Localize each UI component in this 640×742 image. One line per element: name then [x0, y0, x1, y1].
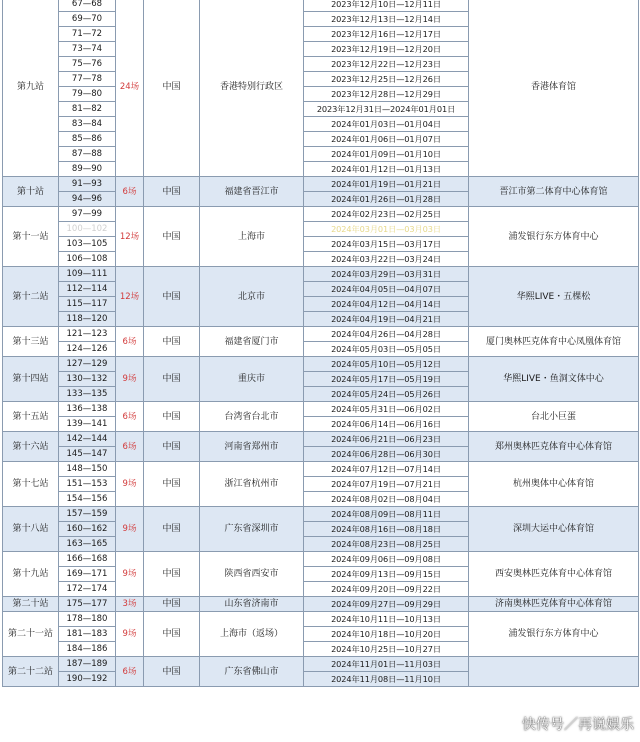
city-cell: 广东省佛山市: [200, 657, 304, 687]
show-number-cell: 190—192: [59, 672, 116, 687]
show-number-cell: 142—144: [59, 432, 116, 447]
station-name-cell: 第十五站: [3, 402, 59, 432]
table-row: [3, 552, 639, 567]
show-number-cell: 83—84: [59, 117, 116, 132]
show-number-cell: 77—78: [59, 72, 116, 87]
date-range-cell: 2023年12月22日—12月23日: [304, 57, 469, 72]
date-range-cell: 2024年01月03日—01月04日: [304, 117, 469, 132]
date-range-cell: 2023年12月25日—12月26日: [304, 72, 469, 87]
table-row: [3, 612, 639, 627]
show-number-cell: 175—177: [59, 597, 116, 612]
show-count-cell: 12场: [116, 267, 144, 327]
station-name-cell: 第十八站: [3, 507, 59, 552]
country-cell: 中国: [144, 432, 200, 462]
show-number-cell: 91—93: [59, 177, 116, 192]
table-row: [3, 177, 639, 192]
date-range-cell: 2024年04月12日—04月14日: [304, 297, 469, 312]
venue-cell: 浦发银行东方体育中心: [469, 612, 639, 657]
city-cell: 河南省郑州市: [200, 432, 304, 462]
show-number-cell: 169—171: [59, 567, 116, 582]
venue-cell: 济南奥林匹克体育中心体育馆: [469, 597, 639, 612]
show-number-cell: 103—105: [59, 237, 116, 252]
show-number-cell: 166—168: [59, 552, 116, 567]
table-row: [3, 402, 639, 417]
venue-cell: 华熙LIVE・五棵松: [469, 267, 639, 327]
date-range-cell: 2024年08月23日—08月25日: [304, 537, 469, 552]
country-cell: 中国: [144, 402, 200, 432]
date-range-cell: 2024年01月09日—01月10日: [304, 147, 469, 162]
show-number-cell: 71—72: [59, 27, 116, 42]
station-name-cell: 第九站: [3, 0, 59, 177]
venue-cell: [469, 657, 639, 687]
show-number-cell: 75—76: [59, 57, 116, 72]
country-cell: 中国: [144, 177, 200, 207]
station-name-cell: 第十站: [3, 177, 59, 207]
show-number-cell: 187—189: [59, 657, 116, 672]
show-count-cell: 9场: [116, 357, 144, 402]
station-name-cell: 第二十站: [3, 597, 59, 612]
date-range-cell: 2024年06月14日—06月16日: [304, 417, 469, 432]
country-cell: 中国: [144, 327, 200, 357]
date-range-cell: 2024年03月15日—03月17日: [304, 237, 469, 252]
date-range-cell: 2024年01月26日—01月28日: [304, 192, 469, 207]
date-range-cell: 2023年12月13日—12月14日: [304, 12, 469, 27]
date-range-cell: 2024年05月03日—05月05日: [304, 342, 469, 357]
show-number-cell: 100—102: [59, 222, 116, 237]
date-range-cell: 2024年09月13日—09月15日: [304, 567, 469, 582]
table-row: [3, 267, 639, 282]
date-range-cell: 2024年05月17日—05月19日: [304, 372, 469, 387]
show-number-cell: 89—90: [59, 162, 116, 177]
show-number-cell: 112—114: [59, 282, 116, 297]
show-number-cell: 85—86: [59, 132, 116, 147]
date-range-cell: 2024年08月09日—08月11日: [304, 507, 469, 522]
venue-cell: 厦门奥林匹克体育中心凤凰体育馆: [469, 327, 639, 357]
show-count-cell: 24场: [116, 0, 144, 177]
date-range-cell: 2024年03月01日—03月03日: [304, 222, 469, 237]
show-number-cell: 151—153: [59, 477, 116, 492]
country-cell: 中国: [144, 657, 200, 687]
date-range-cell: 2024年08月02日—08月04日: [304, 492, 469, 507]
country-cell: 中国: [144, 0, 200, 177]
date-range-cell: 2024年03月22日—03月24日: [304, 252, 469, 267]
date-range-cell: 2023年12月28日—12月29日: [304, 87, 469, 102]
station-name-cell: 第十二站: [3, 267, 59, 327]
station-name-cell: 第十七站: [3, 462, 59, 507]
show-count-cell: 6场: [116, 402, 144, 432]
city-cell: 上海市（返场）: [200, 612, 304, 657]
show-number-cell: 97—99: [59, 207, 116, 222]
venue-cell: 华熙LIVE・鱼洞文体中心: [469, 357, 639, 402]
city-cell: 台湾省台北市: [200, 402, 304, 432]
city-cell: 北京市: [200, 267, 304, 327]
city-cell: 浙江省杭州市: [200, 462, 304, 507]
date-range-cell: 2024年10月18日—10月20日: [304, 627, 469, 642]
show-number-cell: 145—147: [59, 447, 116, 462]
country-cell: 中国: [144, 267, 200, 327]
date-range-cell: 2023年12月10日—12月11日: [304, 0, 469, 12]
country-cell: 中国: [144, 462, 200, 507]
station-name-cell: 第十一站: [3, 207, 59, 267]
show-count-cell: 12场: [116, 207, 144, 267]
station-name-cell: 第二十二站: [3, 657, 59, 687]
table-row: [3, 597, 639, 612]
date-range-cell: 2023年12月16日—12月17日: [304, 27, 469, 42]
date-range-cell: 2024年06月28日—06月30日: [304, 447, 469, 462]
date-range-cell: 2024年02月23日—02月25日: [304, 207, 469, 222]
show-number-cell: 79—80: [59, 87, 116, 102]
show-count-cell: 6场: [116, 432, 144, 462]
date-range-cell: 2024年01月19日—01月21日: [304, 177, 469, 192]
venue-cell: 西安奥林匹克体育中心体育馆: [469, 552, 639, 597]
date-range-cell: 2024年10月11日—10月13日: [304, 612, 469, 627]
station-name-cell: 第十九站: [3, 552, 59, 597]
date-range-cell: 2023年12月19日—12月20日: [304, 42, 469, 57]
show-count-cell: 6场: [116, 327, 144, 357]
station-name-cell: 第十三站: [3, 327, 59, 357]
city-cell: 山东省济南市: [200, 597, 304, 612]
show-number-cell: 163—165: [59, 537, 116, 552]
show-number-cell: 172—174: [59, 582, 116, 597]
show-number-cell: 133—135: [59, 387, 116, 402]
city-cell: 福建省晋江市: [200, 177, 304, 207]
venue-cell: 晋江市第二体育中心体育馆: [469, 177, 639, 207]
date-range-cell: 2024年05月31日—06月02日: [304, 402, 469, 417]
date-range-cell: 2024年09月06日—09月08日: [304, 552, 469, 567]
table-row: [3, 507, 639, 522]
date-range-cell: 2024年05月24日—05月26日: [304, 387, 469, 402]
show-number-cell: 73—74: [59, 42, 116, 57]
show-number-cell: 130—132: [59, 372, 116, 387]
country-cell: 中国: [144, 597, 200, 612]
show-number-cell: 157—159: [59, 507, 116, 522]
station-name-cell: 第二十一站: [3, 612, 59, 657]
country-cell: 中国: [144, 612, 200, 657]
date-range-cell: 2023年12月31日—2024年01月01日: [304, 102, 469, 117]
show-count-cell: 9场: [116, 612, 144, 657]
table-row: [3, 462, 639, 477]
city-cell: 福建省厦门市: [200, 327, 304, 357]
venue-cell: 深圳大运中心体育馆: [469, 507, 639, 552]
venue-cell: 浦发银行东方体育中心: [469, 207, 639, 267]
country-cell: 中国: [144, 207, 200, 267]
venue-cell: 郑州奥林匹克体育中心体育馆: [469, 432, 639, 462]
table-row: [3, 327, 639, 342]
show-count-cell: 3场: [116, 597, 144, 612]
show-number-cell: 148—150: [59, 462, 116, 477]
date-range-cell: 2024年03月29日—03月31日: [304, 267, 469, 282]
show-number-cell: 124—126: [59, 342, 116, 357]
show-number-cell: 81—82: [59, 102, 116, 117]
date-range-cell: 2024年04月05日—04月07日: [304, 282, 469, 297]
date-range-cell: 2024年07月12日—07月14日: [304, 462, 469, 477]
venue-cell: 台北小巨蛋: [469, 402, 639, 432]
station-name-cell: 第十四站: [3, 357, 59, 402]
show-number-cell: 184—186: [59, 642, 116, 657]
date-range-cell: 2024年06月21日—06月23日: [304, 432, 469, 447]
date-range-cell: 2024年09月27日—09月29日: [304, 597, 469, 612]
date-range-cell: 2024年07月19日—07月21日: [304, 477, 469, 492]
table-row: [3, 0, 639, 12]
table-row: [3, 357, 639, 372]
date-range-cell: 2024年01月12日—01月13日: [304, 162, 469, 177]
show-count-cell: 6场: [116, 177, 144, 207]
city-cell: 上海市: [200, 207, 304, 267]
date-range-cell: 2024年08月16日—08月18日: [304, 522, 469, 537]
table-row: [3, 657, 639, 672]
concert-schedule-table: [2, 0, 639, 687]
show-number-cell: 67—68: [59, 0, 116, 12]
city-cell: 广东省深圳市: [200, 507, 304, 552]
show-number-cell: 69—70: [59, 12, 116, 27]
country-cell: 中国: [144, 357, 200, 402]
date-range-cell: 2024年05月10日—05月12日: [304, 357, 469, 372]
show-number-cell: 178—180: [59, 612, 116, 627]
date-range-cell: 2024年01月06日—01月07日: [304, 132, 469, 147]
show-number-cell: 106—108: [59, 252, 116, 267]
date-range-cell: 2024年04月26日—04月28日: [304, 327, 469, 342]
station-name-cell: 第十六站: [3, 432, 59, 462]
venue-cell: 杭州奥体中心体育馆: [469, 462, 639, 507]
show-number-cell: 154—156: [59, 492, 116, 507]
show-number-cell: 139—141: [59, 417, 116, 432]
table-row: [3, 207, 639, 222]
show-number-cell: 160—162: [59, 522, 116, 537]
show-number-cell: 87—88: [59, 147, 116, 162]
country-cell: 中国: [144, 507, 200, 552]
show-count-cell: 9场: [116, 462, 144, 507]
city-cell: 重庆市: [200, 357, 304, 402]
city-cell: 香港特别行政区: [200, 0, 304, 177]
show-number-cell: 118—120: [59, 312, 116, 327]
country-cell: 中国: [144, 552, 200, 597]
date-range-cell: 2024年11月08日—11月10日: [304, 672, 469, 687]
show-number-cell: 136—138: [59, 402, 116, 417]
show-number-cell: 121—123: [59, 327, 116, 342]
show-number-cell: 115—117: [59, 297, 116, 312]
show-count-cell: 9场: [116, 552, 144, 597]
table-row: [3, 432, 639, 447]
show-count-cell: 6场: [116, 657, 144, 687]
date-range-cell: 2024年11月01日—11月03日: [304, 657, 469, 672]
show-number-cell: 127—129: [59, 357, 116, 372]
show-number-cell: 181—183: [59, 627, 116, 642]
show-number-cell: 94—96: [59, 192, 116, 207]
watermark-text: 快传号／再说娱乐: [522, 717, 634, 733]
city-cell: 陕西省西安市: [200, 552, 304, 597]
show-count-cell: 9场: [116, 507, 144, 552]
date-range-cell: 2024年10月25日—10月27日: [304, 642, 469, 657]
venue-cell: 香港体育馆: [469, 0, 639, 177]
date-range-cell: 2024年04月19日—04月21日: [304, 312, 469, 327]
schedule-body: [3, 0, 639, 687]
date-range-cell: 2024年09月20日—09月22日: [304, 582, 469, 597]
show-number-cell: 109—111: [59, 267, 116, 282]
